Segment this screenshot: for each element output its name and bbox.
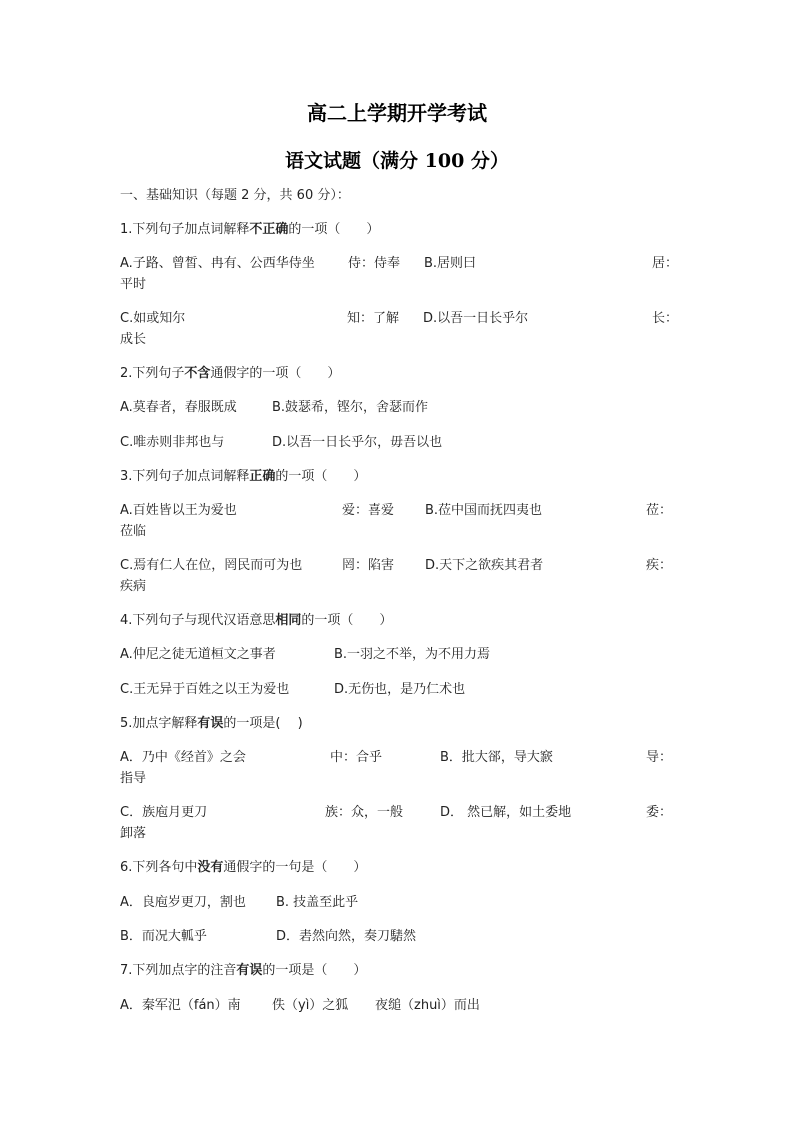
q5-option-b-gloss-cont: 指导 [120, 771, 147, 786]
question-6: 6.下列各句中没有通假字的一句是（ ） [120, 860, 367, 875]
page-subtitle: 语文试题（满分 100 分） [285, 150, 509, 172]
q1-option-c-gloss: 知：了解 [347, 311, 400, 326]
question-5: 5.加点字解释有误的一项是( ) [120, 716, 303, 731]
q5-option-c-gloss: 族：众，一般 [325, 805, 404, 820]
q3-option-d: D.天下之欲疾其君者 [425, 558, 544, 573]
question-3: 3.下列句子加点词解释正确的一项（ ） [120, 469, 367, 484]
section-heading: 一、基础知识（每题 2 分，共 60 分）： [120, 188, 350, 203]
q2-option-c: C.唯赤则非邦也与 [120, 435, 225, 450]
q6-option-b: B. 技盖至此乎 [276, 895, 359, 910]
q3-option-d-gloss: 疾： [646, 558, 673, 573]
q6-option-c: B．而况大軱乎 [120, 929, 207, 944]
q5-option-d-gloss-cont: 卸落 [120, 826, 147, 841]
q1-option-a: A.子路、曾皙、冉有、公西华侍坐 [120, 256, 315, 271]
q1-option-c: C.如或知尔 [120, 311, 186, 326]
q5-option-d: D． 然已解，如土委地 [440, 805, 572, 820]
question-2: 2.下列句子不含通假字的一项（ ） [120, 366, 341, 381]
q1-option-b: B.居则曰 [424, 256, 477, 271]
q3-option-a: A.百姓皆以王为爱也 [120, 503, 237, 518]
q3-option-c-gloss: 罔：陷害 [342, 558, 395, 573]
q2-option-a: A.莫春者，春服既成 [120, 400, 237, 415]
q4-option-a: A.仲尼之徒无道桓文之事者 [120, 647, 276, 662]
q1-option-d-gloss-cont: 成长 [120, 332, 147, 347]
page-title: 高二上学期开学考试 [307, 101, 487, 125]
q7-option-c: 夜缒（zhuì）而出 [375, 998, 480, 1013]
q3-option-b-gloss: 莅： [646, 503, 673, 518]
q2-option-d: D.以吾一日长乎尔，毋吾以也 [272, 435, 443, 450]
q3-option-b-gloss-cont: 莅临 [120, 524, 147, 539]
q2-option-b: B.鼓瑟希，铿尔，舍瑟而作 [272, 400, 429, 415]
q4-option-b: B.一羽之不举，为不用力焉 [334, 647, 491, 662]
q1-option-a-gloss: 侍：侍奉 [348, 256, 401, 271]
question-7: 7.下列加点字的注音有误的一项是（ ） [120, 963, 367, 978]
question-1: 1.下列句子加点词解释不正确的一项（ ） [120, 222, 380, 237]
q5-option-a: A．乃中《经首》之会 [120, 750, 246, 765]
q3-option-b: B.莅中国而抚四夷也 [425, 503, 543, 518]
q4-option-d: D.无伤也，是乃仁术也 [334, 682, 466, 697]
q3-option-c: C.焉有仁人在位，罔民而可为也 [120, 558, 303, 573]
q1-option-d-gloss: 长： [652, 311, 679, 326]
q5-option-b-gloss: 导： [646, 750, 673, 765]
q5-option-c: C．族庖月更刀 [120, 805, 208, 820]
q5-option-d-gloss: 委： [646, 805, 673, 820]
q6-option-d: D．砉然向然，奏刀騞然 [276, 929, 417, 944]
q3-option-d-gloss-cont: 疾病 [120, 579, 147, 594]
q6-option-a: A．良庖岁更刀，割也 [120, 895, 246, 910]
q5-option-b: B．批大郤，导大窾 [440, 750, 553, 765]
q3-option-a-gloss: 爱：喜爱 [342, 503, 395, 518]
q5-option-a-gloss: 中：合乎 [330, 750, 383, 765]
q7-option-b: 佚（yì）之狐 [272, 998, 349, 1013]
q1-option-b-gloss-cont: 平时 [120, 277, 147, 292]
q7-option-a: A．秦军氾（fán）南 [120, 998, 241, 1013]
question-4: 4.下列句子与现代汉语意思相同的一项（ ） [120, 613, 393, 628]
q1-option-b-gloss: 居： [652, 256, 679, 271]
q4-option-c: C.王无异于百姓之以王为爱也 [120, 682, 290, 697]
q1-option-d: D.以吾一日长乎尔 [423, 311, 529, 326]
